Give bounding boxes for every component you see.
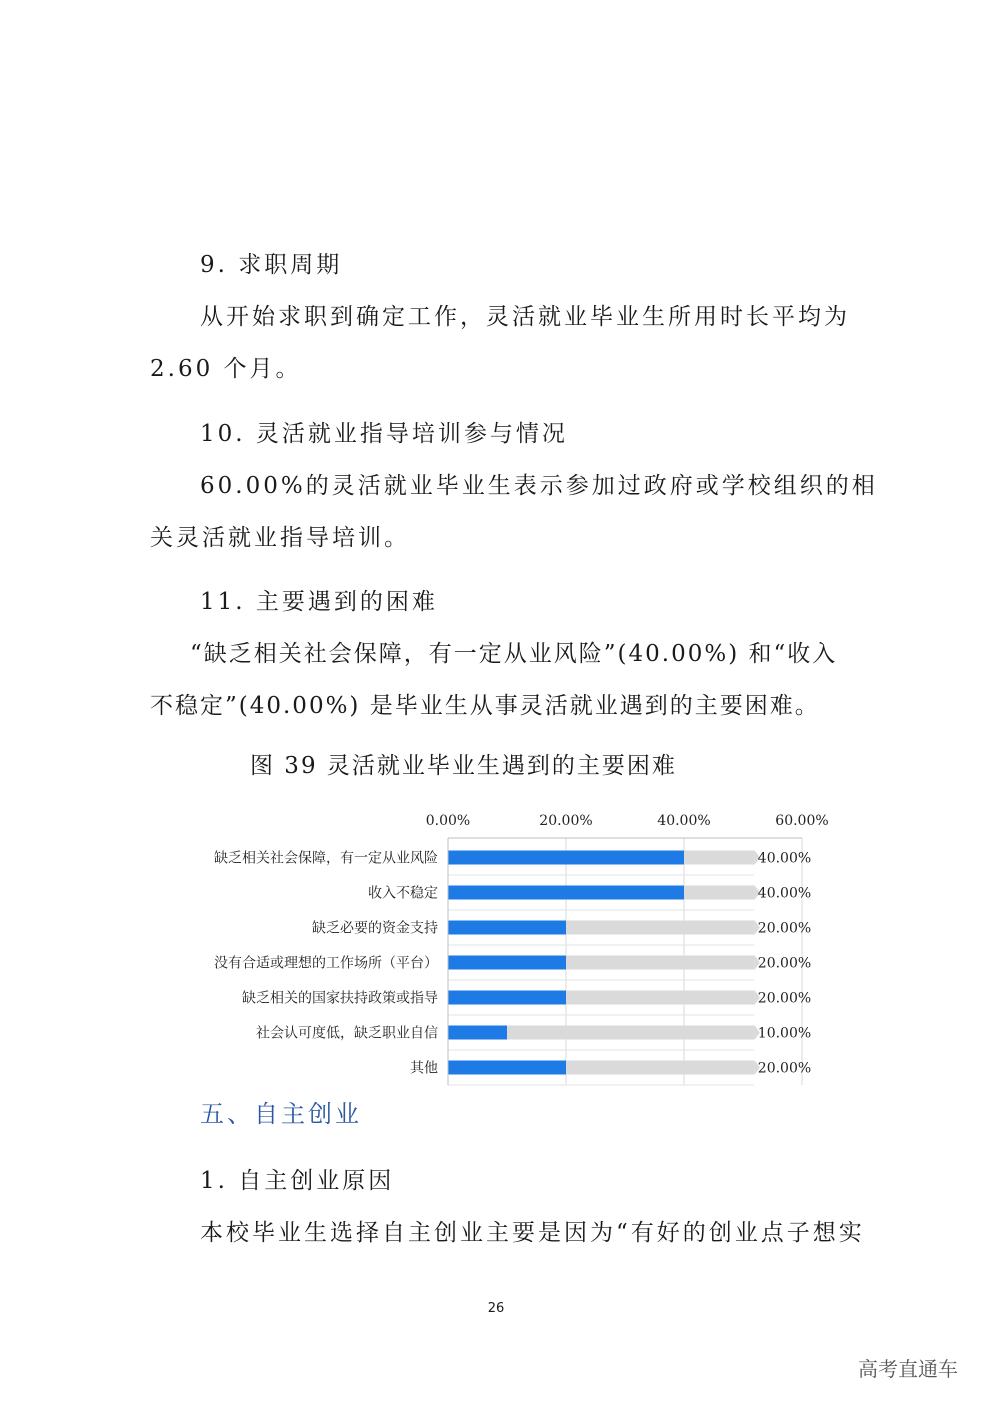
bar: [448, 1026, 507, 1040]
category-label: 其他: [410, 1060, 438, 1077]
watermark: 高考直通车: [858, 1357, 958, 1381]
heading-training-participation: 10. 灵活就业指导培训参与情况: [200, 421, 568, 447]
paragraph-difficulties-line2: 不稳定”(40.00%) 是毕业生从事灵活就业遇到的主要困难。: [150, 693, 820, 719]
paragraph-difficulties-line1: “缺乏相关社会保障，有一定从业风险”(40.00%) 和“收入: [190, 641, 838, 667]
category-label: 缺乏必要的资金支持: [312, 920, 438, 937]
difficulties-bar-chart: [150, 800, 850, 1100]
bar: [448, 956, 566, 970]
category-label: 没有合适或理想的工作场所（平台）: [214, 955, 438, 972]
category-label: 收入不稳定: [368, 885, 438, 902]
paragraph-job-search-line1: 从开始求职到确定工作，灵活就业毕业生所用时长平均为: [200, 304, 850, 330]
x-tick-label: 20.00%: [539, 813, 593, 829]
section-heading-self-employment: 五、自主创业: [200, 1100, 362, 1128]
bar: [448, 1061, 566, 1075]
data-label: 10.00%: [757, 1025, 812, 1042]
paragraph-self-employment-line1: 本校毕业生选择自主创业主要是因为“有好的创业点子想实: [200, 1220, 865, 1246]
x-tick-label: 60.00%: [775, 813, 829, 829]
paragraph-training-line2: 关灵活就业指导培训。: [150, 525, 410, 551]
category-label: 缺乏相关社会保障，有一定从业风险: [214, 850, 438, 867]
category-label: 缺乏相关的国家扶持政策或指导: [242, 990, 438, 1007]
heading-self-employment-reasons: 1. 自主创业原因: [200, 1168, 395, 1194]
bar: [448, 991, 566, 1005]
data-label: 20.00%: [757, 920, 812, 937]
bar: [448, 886, 684, 900]
data-label: 20.00%: [757, 1060, 812, 1077]
paragraph-training-line1: 60.00%的灵活就业毕业生表示参加过政府或学校组织的相: [200, 473, 878, 499]
x-tick-label: 40.00%: [657, 813, 711, 829]
page-number: 26: [487, 1301, 505, 1316]
heading-job-search-period: 9. 求职周期: [200, 252, 343, 278]
bar: [448, 851, 684, 865]
x-tick-label: 0.00%: [425, 813, 471, 829]
paragraph-job-search-line2: 2.60 个月。: [150, 356, 302, 382]
figure-caption: 图 39 灵活就业毕业生遇到的主要困难: [250, 753, 677, 779]
category-label: 社会认可度低，缺乏职业自信: [256, 1025, 438, 1042]
data-label: 40.00%: [757, 885, 812, 902]
data-label: 20.00%: [757, 990, 812, 1007]
data-label: 20.00%: [757, 955, 812, 972]
data-label: 40.00%: [757, 850, 812, 867]
heading-main-difficulties: 11. 主要遇到的困难: [200, 589, 438, 615]
bar: [448, 921, 566, 935]
